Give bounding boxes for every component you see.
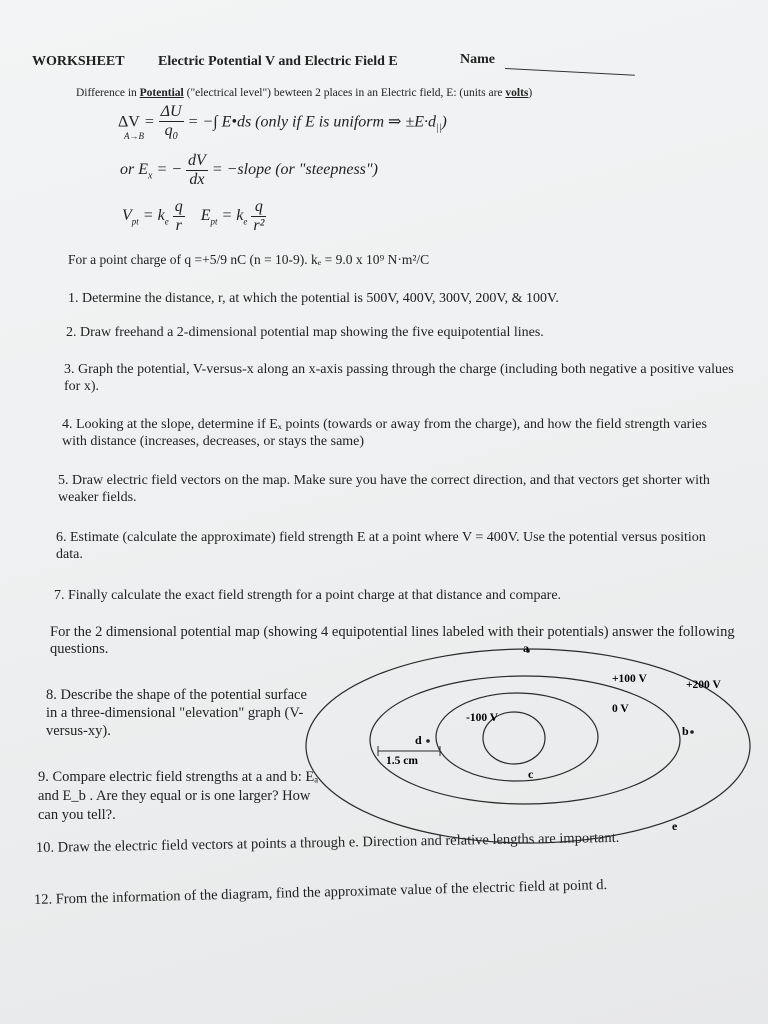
question-7: 7. Finally calculate the exact field strength for a point charge at that distance and compare. <box>54 588 562 603</box>
worksheet-label: WORKSHEET <box>32 54 125 69</box>
question-12: 12. From the information of the diagram, find the approximate value of the electric field at point d. <box>33 876 608 908</box>
ab-subscript: A→B <box>124 131 144 141</box>
label-plus200v: +200 V <box>686 679 721 691</box>
point-charge-line: For a point charge of q =+5/9 nC (n = 10-9). kₑ = 9.0 x 10⁹ N·m²/C <box>68 252 430 267</box>
question-2: 2. Draw freehand a 2-dimensional potential map showing the five equipotential lines. <box>66 325 544 340</box>
label-plus100v: +100 V <box>612 673 647 685</box>
point-b-dot <box>690 730 694 734</box>
question-4: 4. Looking at the slope, determine if Eₓ points (towards or away from the charge), and how the field strength varies with distance (increases, decreases, or stays the same) <box>62 417 707 449</box>
label-b: b <box>682 724 689 738</box>
label-scale: 1.5 cm <box>386 755 418 767</box>
label-d: d <box>415 733 422 747</box>
question-5: 5. Draw electric field vectors on the map. Make sure you have the correct direction, and that vectors get shorter with weaker fields. <box>58 473 710 505</box>
field-slope-equation: or $E_x$ = − $\frac{dV}{dx}$ = −slope (or "steepness") <box>120 152 378 188</box>
equipotential-map <box>290 640 760 850</box>
label-e: e <box>672 819 678 833</box>
question-6: 6. Estimate (calculate the approximate) field strength E at a point where V = 400V. Use the potential versus position data. <box>56 530 706 562</box>
potential-word: Potential <box>139 87 184 99</box>
map-intro: For the 2 dimensional potential map (showing 4 equipotential lines labeled with their potentials) answer the following questions. <box>50 624 735 657</box>
label-0v: 0 V <box>612 703 629 715</box>
name-label: Name <box>460 52 495 67</box>
question-10: 10. Draw the electric field vectors at points a through e. Direction and relative lengths are important. <box>35 829 620 856</box>
volts-word: volts <box>505 87 529 99</box>
name-line[interactable] <box>505 68 635 76</box>
point-charge-equations: $V_{pt} = k_e$ $\frac{q}{r}$ $E_{pt} = k_e$ $\frac{q}{\text{r²}}$ <box>122 198 265 234</box>
equipotential-200v <box>306 649 750 843</box>
label-neg100v: -100 V <box>466 712 499 724</box>
label-c: c <box>528 767 534 781</box>
question-1: 1. Determine the distance, r, at which the potential is 500V, 400V, 300V, 200V, & 100V. <box>68 291 559 306</box>
question-3: 3. Graph the potential, V-versus-x along an x-axis passing through the charge (including both negative a positive values for x). <box>64 362 734 394</box>
equipotential-0v <box>436 693 598 781</box>
point-d-dot <box>426 739 430 743</box>
label-a: a <box>523 641 529 655</box>
question-8: 8. Describe the shape of the potential surface in a three-dimensional "elevation" graph (V-versus-xy). <box>46 687 307 739</box>
question-9: 9. Compare electric field strengths at a and b: Eₐ and E_b . Are they equal or is one larger? How can you tell?. <box>38 769 319 823</box>
worksheet-title: Electric Potential V and Electric Field E <box>158 54 398 69</box>
intro-line: Difference in Potential ("electrical level") bewteen 2 places in an Electric field, E: (units are volts) <box>76 87 533 99</box>
potential-difference-equation: ΔV = $\frac{\Delta U}{q_0}$ = −∫ E•ds (only if E is uniform ⇒ $\pm E\cdot d_{||}$) <box>118 103 447 143</box>
